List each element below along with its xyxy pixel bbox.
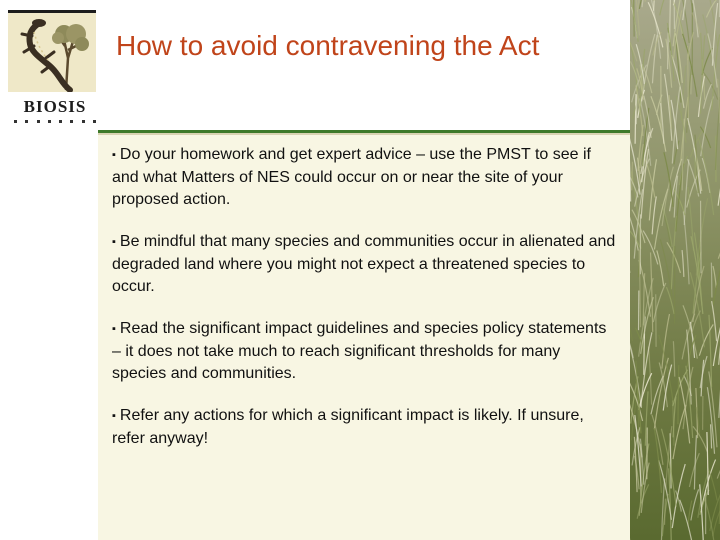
grass-blade — [644, 334, 645, 375]
grass-image — [630, 0, 720, 540]
bullet-item — [112, 405, 617, 450]
bullet-item — [112, 231, 617, 298]
bullet-item — [112, 144, 617, 211]
slide-title: How to avoid contravening the Act — [116, 30, 540, 61]
grass-blade — [668, 33, 669, 70]
bullet-text: Refer any actions for which a significant impact is likely. If unsure, refer anyway! — [112, 407, 584, 447]
logo-wordmark: BIOSIS — [23, 97, 87, 116]
bullet-marker-icon: ▪ — [112, 149, 116, 161]
biosis-logo — [8, 10, 98, 120]
grass-blade — [711, 263, 712, 298]
grass-blade — [632, 162, 633, 191]
grassland-photo — [630, 0, 720, 540]
bullet-item — [112, 318, 617, 385]
bullet-marker-icon: ▪ — [112, 236, 116, 248]
content-panel — [98, 135, 630, 540]
bullet-text: Read the significant impact guidelines and species policy statements – it does not take much to reach significant thresholds for many species and communities. — [112, 320, 607, 382]
bullet-marker-icon: ▪ — [112, 410, 116, 422]
bullet-text: Be mindful that many species and communities occur in alienated and degraded land where you might not expect a threatened species to occur. — [112, 233, 616, 295]
bullet-text: Do your homework and get expert advice – use the PMST to see if and what Matters of NES could occur on or near the site of your proposed action. — [112, 146, 591, 208]
goanna-lizard-icon — [8, 10, 96, 92]
grass-blade — [701, 201, 702, 273]
bullet-marker-icon: ▪ — [112, 323, 116, 335]
bullet-list — [112, 144, 617, 470]
logo-subtitle-marks — [14, 120, 96, 124]
